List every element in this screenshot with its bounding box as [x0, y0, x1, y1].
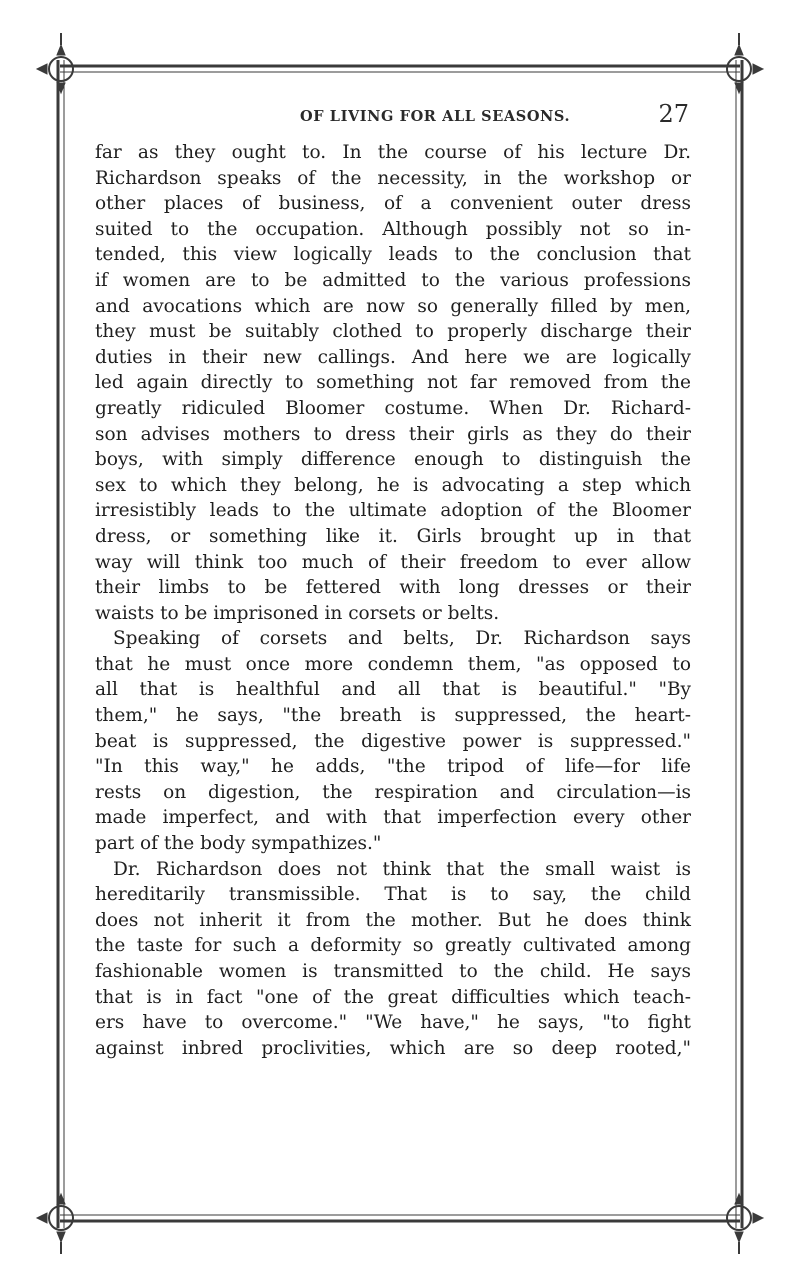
text-line: Speaking of corsets and belts, Dr. Richardson says	[113, 628, 691, 650]
text-line: ers have to overcome." "We have," he says, "to fight	[95, 1012, 691, 1034]
text-line: they must be suitably clothed to properly discharge their	[95, 321, 691, 343]
text-line: fashionable women is transmitted to the child. He says	[95, 961, 691, 982]
text-line: and avocations which are now so generally filled by men,	[95, 295, 691, 317]
text-line: other places of business, of a convenient outer dress	[95, 193, 691, 215]
text-line: far as they ought to. In the course of his lecture Dr.	[95, 142, 691, 163]
text-line: them," he says, "the breath is suppressed, the heart-	[95, 705, 691, 727]
text-line: led again directly to something not far removed from the	[95, 372, 691, 394]
text-line: all that is healthful and all that is beautiful." "By	[95, 679, 691, 701]
text-line: son advises mothers to dress their girls as they do their	[95, 423, 691, 445]
text-line: "In this way," he adds, "the tripod of life—for life	[95, 756, 691, 778]
body-text	[95, 140, 691, 1210]
text-line: Richardson speaks of the necessity, in the workshop or	[95, 167, 691, 189]
text-line: Dr. Richardson does not think that the small waist is	[113, 858, 691, 880]
text-line: against inbred proclivities, which are so deep rooted,"	[95, 1037, 691, 1059]
text-line: greatly ridiculed Bloomer costume. When Dr. Richard-	[95, 397, 691, 419]
text-line: way will think too much of their freedom to ever allow	[95, 551, 691, 573]
text-line: does not inherit it from the mother. But he does think	[95, 909, 691, 931]
text-line: irresistibly leads to the ultimate adoption of the Bloomer	[95, 500, 691, 522]
text-line: dress, or something like it. Girls brought up in that	[95, 525, 691, 547]
text-line: duties in their new callings. And here we are logically	[95, 346, 691, 368]
corner-ornament-icon	[727, 1194, 763, 1254]
text-line: the taste for such a deformity so greatly cultivated among	[95, 935, 691, 957]
text-line: sex to which they belong, he is advocating a step which	[95, 474, 691, 496]
page-number: 27	[658, 100, 689, 128]
text-line: tended, this view logically leads to the conclusion that	[95, 244, 691, 266]
text-line: part of the body sympathizes."	[95, 833, 382, 855]
corner-ornament-icon	[37, 1194, 73, 1254]
text-line: suited to the occupation. Although possibly not so in-	[95, 218, 691, 240]
running-head-title: OF LIVING FOR ALL SEASONS.	[300, 108, 571, 125]
text-line: rests on digestion, the respiration and circulation—is	[95, 781, 691, 803]
text-line: that he must once more condemn them, "as opposed to	[95, 653, 691, 675]
corner-ornament-icon	[37, 33, 73, 93]
text-line: made imperfect, and with that imperfection every other	[95, 807, 691, 829]
text-line: beat is suppressed, the digestive power is suppressed."	[95, 730, 691, 752]
text-line: their limbs to be fettered with long dresses or their	[95, 577, 691, 599]
corner-ornament-icon	[727, 33, 763, 93]
text-line: hereditarily transmissible. That is to say, the child	[95, 884, 691, 906]
running-head	[95, 100, 691, 130]
text-line: waists to be imprisoned in corsets or belts.	[95, 602, 500, 624]
text-line: that is in fact "one of the great difficulties which teach-	[95, 986, 691, 1008]
text-line: boys, with simply difference enough to distinguish the	[95, 449, 691, 471]
text-line: if women are to be admitted to the various professions	[95, 269, 691, 291]
